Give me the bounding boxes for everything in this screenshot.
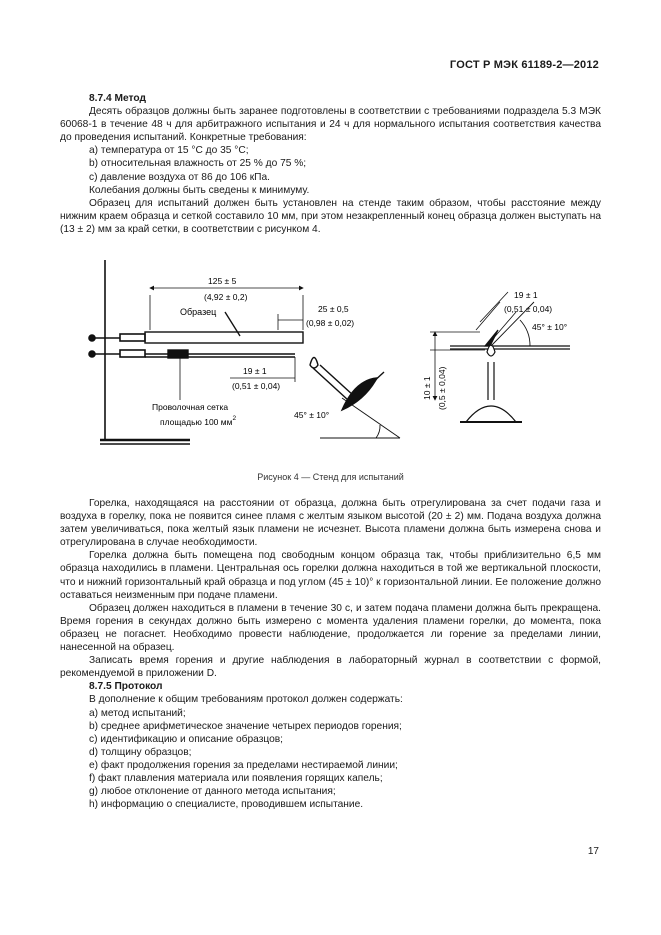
sample-label: Образец: [180, 307, 217, 317]
list-item: a) метод испытаний;: [89, 707, 186, 719]
list-item: b) относительная влажность от 25 % до 75 %;: [89, 158, 307, 170]
stand-right: [450, 330, 570, 422]
dim-25: [278, 314, 303, 330]
angle-left: [320, 398, 400, 438]
dim-10-label: 10 ± 1: [422, 376, 432, 400]
list-item: a) температура от 15 °С до 35 °С;: [89, 145, 249, 157]
dim-125-inch: (4,92 ± 0,2): [204, 292, 248, 302]
list-item: d) толщину образцов;: [89, 746, 192, 758]
document-header: ГОСТ Р МЭК 61189-2—2012: [449, 59, 599, 71]
paragraph: Горелка, находящаяся на расстоянии от образца, должна быть отрегулирована за счет подачи газа и воздуха в горелку, пока не появится синее пламя с желтым языком высотой (20 ± 2) мм. Подача воздуха должна затем увеличиваться, пока желтый язык пламени не исчезнет. Высота пламени должна быть измерена снова и отрегулирована в случае необходимости.: [60, 498, 601, 549]
dim-19-right-inch: (0,51 ± 0,04): [504, 304, 553, 314]
section-874-mount: Образец для испытаний должен быть установлен на стенде таким образом, чтобы расстояние между нижним краем образца и сеткой составило 10 мм, при этом незакрепленный конец образца должен выступать на (13 ± 2) мм за край сетки, в соответствии с рисунком 4.: [60, 197, 601, 235]
paragraph: Горелка должна быть помещена под свободным концом образца так, чтобы приблизительно 6,5 мм образца находились в пламени. Центральная ось горелки должна находиться в той же вертикальной плоскости, что и нижний горизонтальный край образца и под углом (45 ± 10)° к горизонтальной линии. Ее положение должно оставаться неизменным при подаче пламени.: [60, 550, 602, 601]
test-stand-figure: [80, 250, 600, 460]
sample: [145, 312, 303, 343]
list-item: b) среднее арифметическое значение четырех периодов горения;: [89, 720, 402, 732]
dim-19-left-inch: (0,51 ± 0,04): [232, 381, 281, 391]
dim-19-right-label: 19 ± 1: [514, 290, 538, 300]
figure-caption: Рисунок 4 — Стенд для испытаний: [257, 472, 404, 482]
after-figure-text: [60, 497, 602, 811]
mesh-label-1: Проволочная сетка: [152, 402, 229, 412]
angle-right-label: 45° ± 10°: [532, 322, 568, 332]
list-item: e) факт продолжения горения за пределами нестираемой линии;: [89, 759, 398, 771]
section-874-minimize: Колебания должны быть сведены к минимуму.: [89, 184, 310, 196]
list-item: c) давление воздуха от 86 до 106 кПа.: [89, 171, 270, 183]
dim-25-label: 25 ± 0,5: [318, 304, 349, 314]
page-number: 17: [587, 846, 599, 857]
dim-10-inch: (0,5 ± 0,04): [437, 366, 447, 410]
section-874-intro: Десять образцов должны быть заранее подготовлены в соответствии с требованиями подраздела 5.3 МЭК 60068-1 в течение 48 ч для арбитражного испытания и 24 ч для нормального испытания соответствия качества до проведения испытаний. Конкретные требования:: [60, 106, 601, 144]
dim-125-label: 125 ± 5: [208, 276, 237, 286]
list-item: h) информацию о специалисте, проводившем испытание.: [89, 799, 364, 811]
mesh-label-2: площадью 100 $мм^2$: [160, 415, 237, 427]
burner-left: [310, 358, 384, 411]
section-875-title: 8.7.5 Протокол: [89, 681, 163, 693]
paragraph: Записать время горения и другие наблюдения в лабораторный журнал в соответствии с формой, рекомендуемой в приложении D.: [60, 655, 601, 680]
list-item: g) любое отклонение от данного метода испытания;: [89, 786, 336, 798]
angle-left-label: 45° ± 10°: [294, 410, 330, 420]
paragraph: Образец должен находиться в пламени в течение 30 с, и затем подача пламени должна быть прекращена. Время горения в секундах должно быть измерено с момента удаления пламени горелки, до момента, пока образец не погаснет. Необходимо провести наблюдение, продолжается ли горение за пределами линии, нанесенной на образец.: [60, 602, 601, 654]
list-item: c) идентификацию и описание образцов;: [89, 733, 284, 745]
wire-mesh: [145, 350, 295, 358]
dim-25-inch: (0,98 ± 0,02): [306, 318, 355, 328]
list-item: f) факт плавления материала или появления горящих капель;: [89, 772, 383, 784]
section-874-title: 8.7.4 Метод: [89, 93, 146, 104]
section-875-intro: В дополнение к общим требованиям протокол должен содержать:: [89, 694, 403, 706]
dim-19-left-label: 19 ± 1: [243, 366, 267, 376]
section-874: [60, 92, 601, 236]
